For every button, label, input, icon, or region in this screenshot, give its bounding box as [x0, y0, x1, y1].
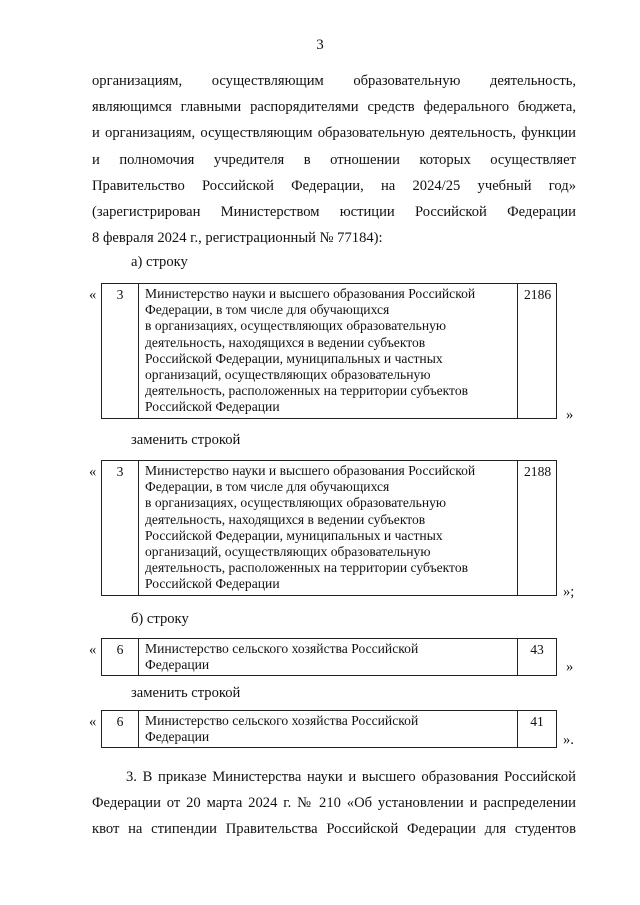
quote-close-b-old: » [566, 659, 574, 675]
page-number: 3 [316, 37, 324, 53]
row-name [139, 711, 518, 748]
quote-open-b-old: « [89, 642, 97, 658]
quote-open-b-new: « [89, 714, 97, 730]
intro-line: 8 февраля 2024 г., регистрационный № 77184): [92, 230, 383, 247]
row-number: 3 [102, 461, 139, 596]
quote-open-a-old: « [89, 287, 97, 303]
name-line: в организациях, осуществляющих образовательную [145, 495, 447, 511]
final-paragraph [92, 764, 576, 843]
name-line: Российской Федерации, муниципальных и частных [145, 527, 443, 543]
table-row [102, 284, 557, 419]
name-line: Министерство сельского хозяйства Российской [145, 713, 419, 728]
row-name [139, 284, 518, 419]
name-line: Федерации [145, 657, 210, 673]
table-b-new [101, 710, 557, 748]
quote-close-b-new: ». [563, 732, 574, 748]
quote-close-a-old: » [566, 407, 574, 423]
name-line: деятельность, расположенных на территории субъектов [145, 383, 469, 399]
label-a: а) строку [131, 254, 188, 270]
row-number: 6 [102, 639, 139, 676]
intro-line: являющимся главными распорядителями средств федерального бюджета, [92, 99, 576, 116]
quote-open-a-new: « [89, 464, 97, 480]
intro-line: организациям, осуществляющим образовательную деятельность, [92, 73, 576, 89]
name-line: Министерство науки и высшего образования Российской [145, 463, 476, 478]
name-line: Федерации, в том числе для обучающихся [145, 302, 390, 318]
label-b: б) строку [131, 611, 189, 627]
name-line: организаций, осуществляющих образовательную [145, 544, 431, 560]
name-line: Министерство сельского хозяйства Российской [145, 641, 419, 656]
name-line: деятельность, находящихся в ведении субъектов [145, 511, 426, 527]
row-value: 43 [518, 639, 557, 676]
table-b-old [101, 638, 557, 676]
row-number: 3 [102, 284, 139, 419]
table-a-old [101, 283, 557, 419]
intro-paragraph [92, 68, 576, 251]
table-row [102, 639, 557, 676]
final-line: квот на стипендии Правительства Российской Федерации для студентов [92, 821, 576, 838]
name-line: Федерации, в том числе для обучающихся [145, 479, 390, 495]
table-row [102, 461, 557, 596]
name-line: Российской Федерации [145, 576, 280, 592]
row-name [139, 639, 518, 676]
name-line: Министерство науки и высшего образования Российской [145, 286, 476, 301]
intro-line: и полномочия учредителя в отношении которых осуществляет [92, 151, 576, 168]
name-line: Федерации [145, 729, 210, 745]
name-line: деятельность, находящихся в ведении субъектов [145, 334, 426, 350]
final-line: 3. В приказе Министерства науки и высшего образования Российской [126, 769, 576, 785]
table-a-new [101, 460, 557, 596]
name-line: организаций, осуществляющих образовательную [145, 367, 431, 383]
row-value: 41 [518, 711, 557, 748]
row-name [139, 461, 518, 596]
name-line: в организациях, осуществляющих образовательную [145, 318, 447, 334]
replace-label-b: заменить строкой [131, 685, 241, 701]
table-row [102, 711, 557, 748]
intro-line: и организациям, осуществляющим образовательную деятельность, функции [92, 125, 576, 142]
name-line: деятельность, расположенных на территории субъектов [145, 560, 469, 576]
name-line: Российской Федерации, муниципальных и частных [145, 350, 443, 366]
name-line: Российской Федерации [145, 399, 280, 415]
row-number: 6 [102, 711, 139, 748]
row-value: 2188 [518, 461, 557, 596]
quote-close-a-new: »; [563, 584, 575, 600]
intro-line: (зарегистрирован Министерством юстиции Российской Федерации [92, 204, 576, 221]
final-line: Федерации от 20 марта 2024 г. № 210 «Об установлении и распределении [92, 795, 576, 812]
row-value: 2186 [518, 284, 557, 419]
intro-line: Правительство Российской Федерации, на 2024/25 учебный год» [92, 177, 576, 194]
replace-label-a: заменить строкой [131, 432, 241, 448]
